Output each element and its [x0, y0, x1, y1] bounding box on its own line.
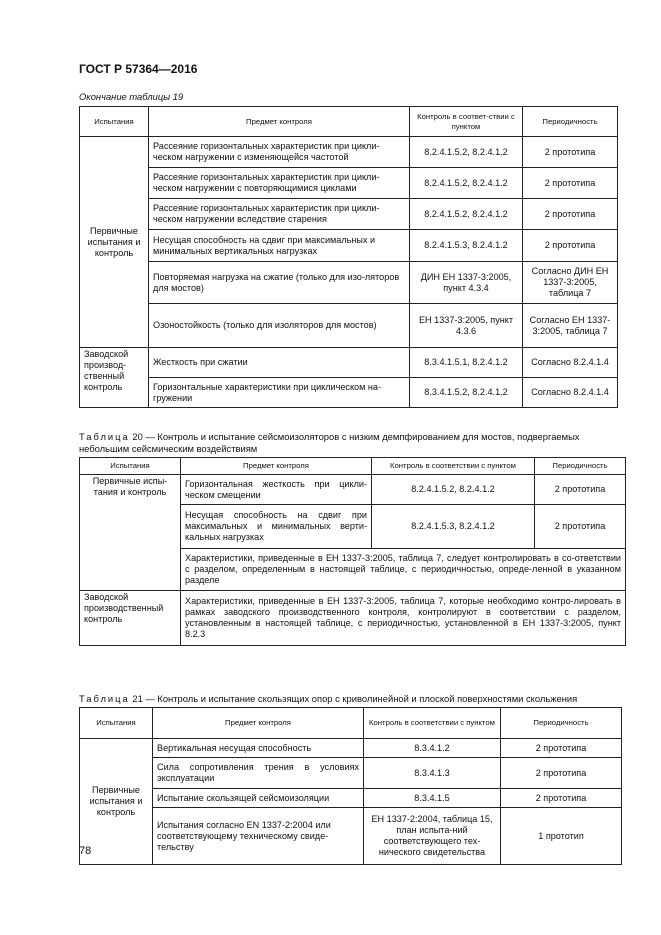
clause-cell: 8.3.4.1.2	[364, 739, 501, 758]
table-row	[80, 199, 618, 230]
period-cell: 2 прототипа	[535, 505, 626, 549]
col-header-subject: Предмет контроля	[153, 708, 364, 739]
table19-caption: Окончание таблицы 19	[79, 91, 184, 102]
table-row	[80, 739, 622, 758]
subject-cell: Жесткость при сжатии	[149, 348, 410, 378]
subject-cell: Несущая способность на сдвиг при максимальных и минимальных верти-кальных нагрузках	[181, 505, 372, 549]
col-header-period: Периодичность	[523, 107, 618, 137]
subject-cell: Испытание скользящей сейсмоизоляции	[153, 789, 364, 808]
table20-caption	[79, 431, 619, 455]
note-cell: Характеристики, приведенные в ЕН 1337-3:2005, таблица 7, следует контролировать в со-ответствии с разделом, определенным в настоящей таблице, с периодичностью, опреде-ленной в указанном разделе	[181, 549, 626, 591]
subject-cell: Озоностойкость (только для изоляторов для мостов)	[149, 304, 410, 348]
table-header-row	[80, 458, 626, 475]
subject-cell: Рассеяние горизонтальных характеристик при цикли-ческом нагружении вследствие старения	[149, 199, 410, 230]
table-row	[80, 378, 618, 408]
subject-cell: Горизонтальные характеристики при циклическом на-гружении	[149, 378, 410, 408]
period-cell: 2 прототипа	[523, 168, 618, 199]
col-header-period: Периодичность	[535, 458, 626, 475]
clause-cell: 8.2.4.1.5.2, 8.2.4.1.2	[372, 475, 535, 505]
page-number: 78	[79, 845, 92, 857]
period-cell: Согласно 8.2.4.1.4	[523, 378, 618, 408]
table-row	[80, 262, 618, 304]
period-cell: 2 прототипа	[523, 137, 618, 168]
period-cell: Согласно ЕН 1337-3:2005, таблица 7	[523, 304, 618, 348]
clause-cell: ДИН ЕН 1337-3:2005, пункт 4.3.4	[410, 262, 523, 304]
col-header-subject: Предмет контроля	[149, 107, 410, 137]
table-row	[80, 168, 618, 199]
clause-cell: 8.3.4.1.5	[364, 789, 501, 808]
clause-cell: 8.2.4.1.5.2, 8.2.4.1.2	[410, 168, 523, 199]
clause-cell: 8.2.4.1.5.2, 8.2.4.1.2	[410, 137, 523, 168]
group-cell: Первичные испы-тания и контроль	[80, 475, 181, 591]
table21-caption-label: Таблица	[79, 693, 130, 704]
table-row	[80, 348, 618, 378]
table20-caption-text: 20 — Контроль и испытание сейсмоизоляторов с низким демпфированием для мостов, подвергаемых небольшим сейсмическим воздействиям	[79, 431, 580, 454]
col-header-clause: Контроль в соответствии с пунктом	[364, 708, 501, 739]
col-header-tests: Испытания	[80, 107, 149, 137]
table-header-row	[80, 107, 618, 137]
table-row	[80, 808, 622, 865]
period-cell: 2 прототипа	[523, 230, 618, 262]
table20-caption-label: Таблица	[79, 431, 130, 442]
clause-cell: 8.2.4.1.5.3, 8.2.4.1.2	[372, 505, 535, 549]
clause-cell: 8.3.4.1.5.2, 8.2.4.1.2	[410, 378, 523, 408]
period-cell: Согласно ДИН ЕН 1337-3:2005, таблица 7	[523, 262, 618, 304]
subject-cell: Горизонтальная жесткость при цикли-ческом смещении	[181, 475, 372, 505]
standard-title: ГОСТ Р 57364—2016	[79, 62, 198, 76]
clause-cell: 8.2.4.1.5.2, 8.2.4.1.2	[410, 199, 523, 230]
table-header-row	[80, 708, 622, 739]
col-header-clause: Контроль в соответ-ствии с пунктом	[410, 107, 523, 137]
period-cell: 2 прототипа	[501, 739, 622, 758]
group-cell: Первичные испытания и контроль	[80, 739, 153, 865]
table-row	[80, 758, 622, 789]
clause-cell: 8.2.4.1.5.3, 8.2.4.1.2	[410, 230, 523, 262]
table-row	[80, 789, 622, 808]
col-header-subject: Предмет контроля	[181, 458, 372, 475]
subject-cell: Рассеяние горизонтальных характеристик при цикли-ческом нагружении с изменяющейся частотой	[149, 137, 410, 168]
clause-cell: ЕН 1337-2:2004, таблица 15, план испыта-ний соответствующего тех-нического свидетельства	[364, 808, 501, 865]
table21-caption-text: 21 — Контроль и испытание скользящих опор с криволинейной и плоской поверхностями скольжения	[132, 693, 578, 704]
group-cell: Заводской производ-ственный контроль	[80, 348, 149, 408]
period-cell: 2 прототипа	[535, 475, 626, 505]
table-row	[80, 475, 626, 505]
col-header-period: Периодичность	[501, 708, 622, 739]
subject-cell: Сила сопротивления трения в условиях эксплуатации	[153, 758, 364, 789]
table-row	[80, 304, 618, 348]
period-cell: 2 прототипа	[523, 199, 618, 230]
group-cell: Первичные испытания и контроль	[80, 137, 149, 348]
period-cell: 1 прототип	[501, 808, 622, 865]
table21-caption	[79, 693, 624, 704]
table-row	[80, 137, 618, 168]
clause-cell: ЕН 1337-3:2005, пункт 4.3.6	[410, 304, 523, 348]
col-header-tests: Испытания	[80, 708, 153, 739]
subject-cell: Несущая способность на сдвиг при максимальных и минимальных вертикальных нагрузках	[149, 230, 410, 262]
period-cell: 2 прототипа	[501, 758, 622, 789]
group-cell: Заводской производственный контроль	[80, 591, 181, 646]
table-row	[80, 591, 626, 646]
period-cell: 2 прототипа	[501, 789, 622, 808]
note-cell: Характеристики, приведенные в ЕН 1337-3:2005, таблица 7, которые необходимо контро-лировать в рамках заводского производственного контроля, контролируют в соответствии с разделом, установленным в настоящей таблице, с периодичностью, установленной в ЕН 1337-3:2005, пункт 8.2.3	[181, 591, 626, 646]
col-header-clause: Контроль в соответствии с пунктом	[372, 458, 535, 475]
table-21	[79, 707, 622, 865]
table-row	[80, 230, 618, 262]
clause-cell: 8.3.4.1.5.1, 8.2.4.1.2	[410, 348, 523, 378]
clause-cell: 8.3.4.1.3	[364, 758, 501, 789]
period-cell: Согласно 8.2.4.1.4	[523, 348, 618, 378]
table-19	[79, 106, 618, 408]
col-header-tests: Испытания	[80, 458, 181, 475]
table-20	[79, 457, 626, 646]
subject-cell: Повторяемая нагрузка на сжатие (только для изо-ляторов для мостов)	[149, 262, 410, 304]
subject-cell: Рассеяние горизонтальных характеристик при цикли-ческом нагружении с повторяющимися циклами	[149, 168, 410, 199]
subject-cell: Испытания согласно EN 1337-2:2004 или соответствующему техническому свиде-тельству	[153, 808, 364, 865]
subject-cell: Вертикальная несущая способность	[153, 739, 364, 758]
